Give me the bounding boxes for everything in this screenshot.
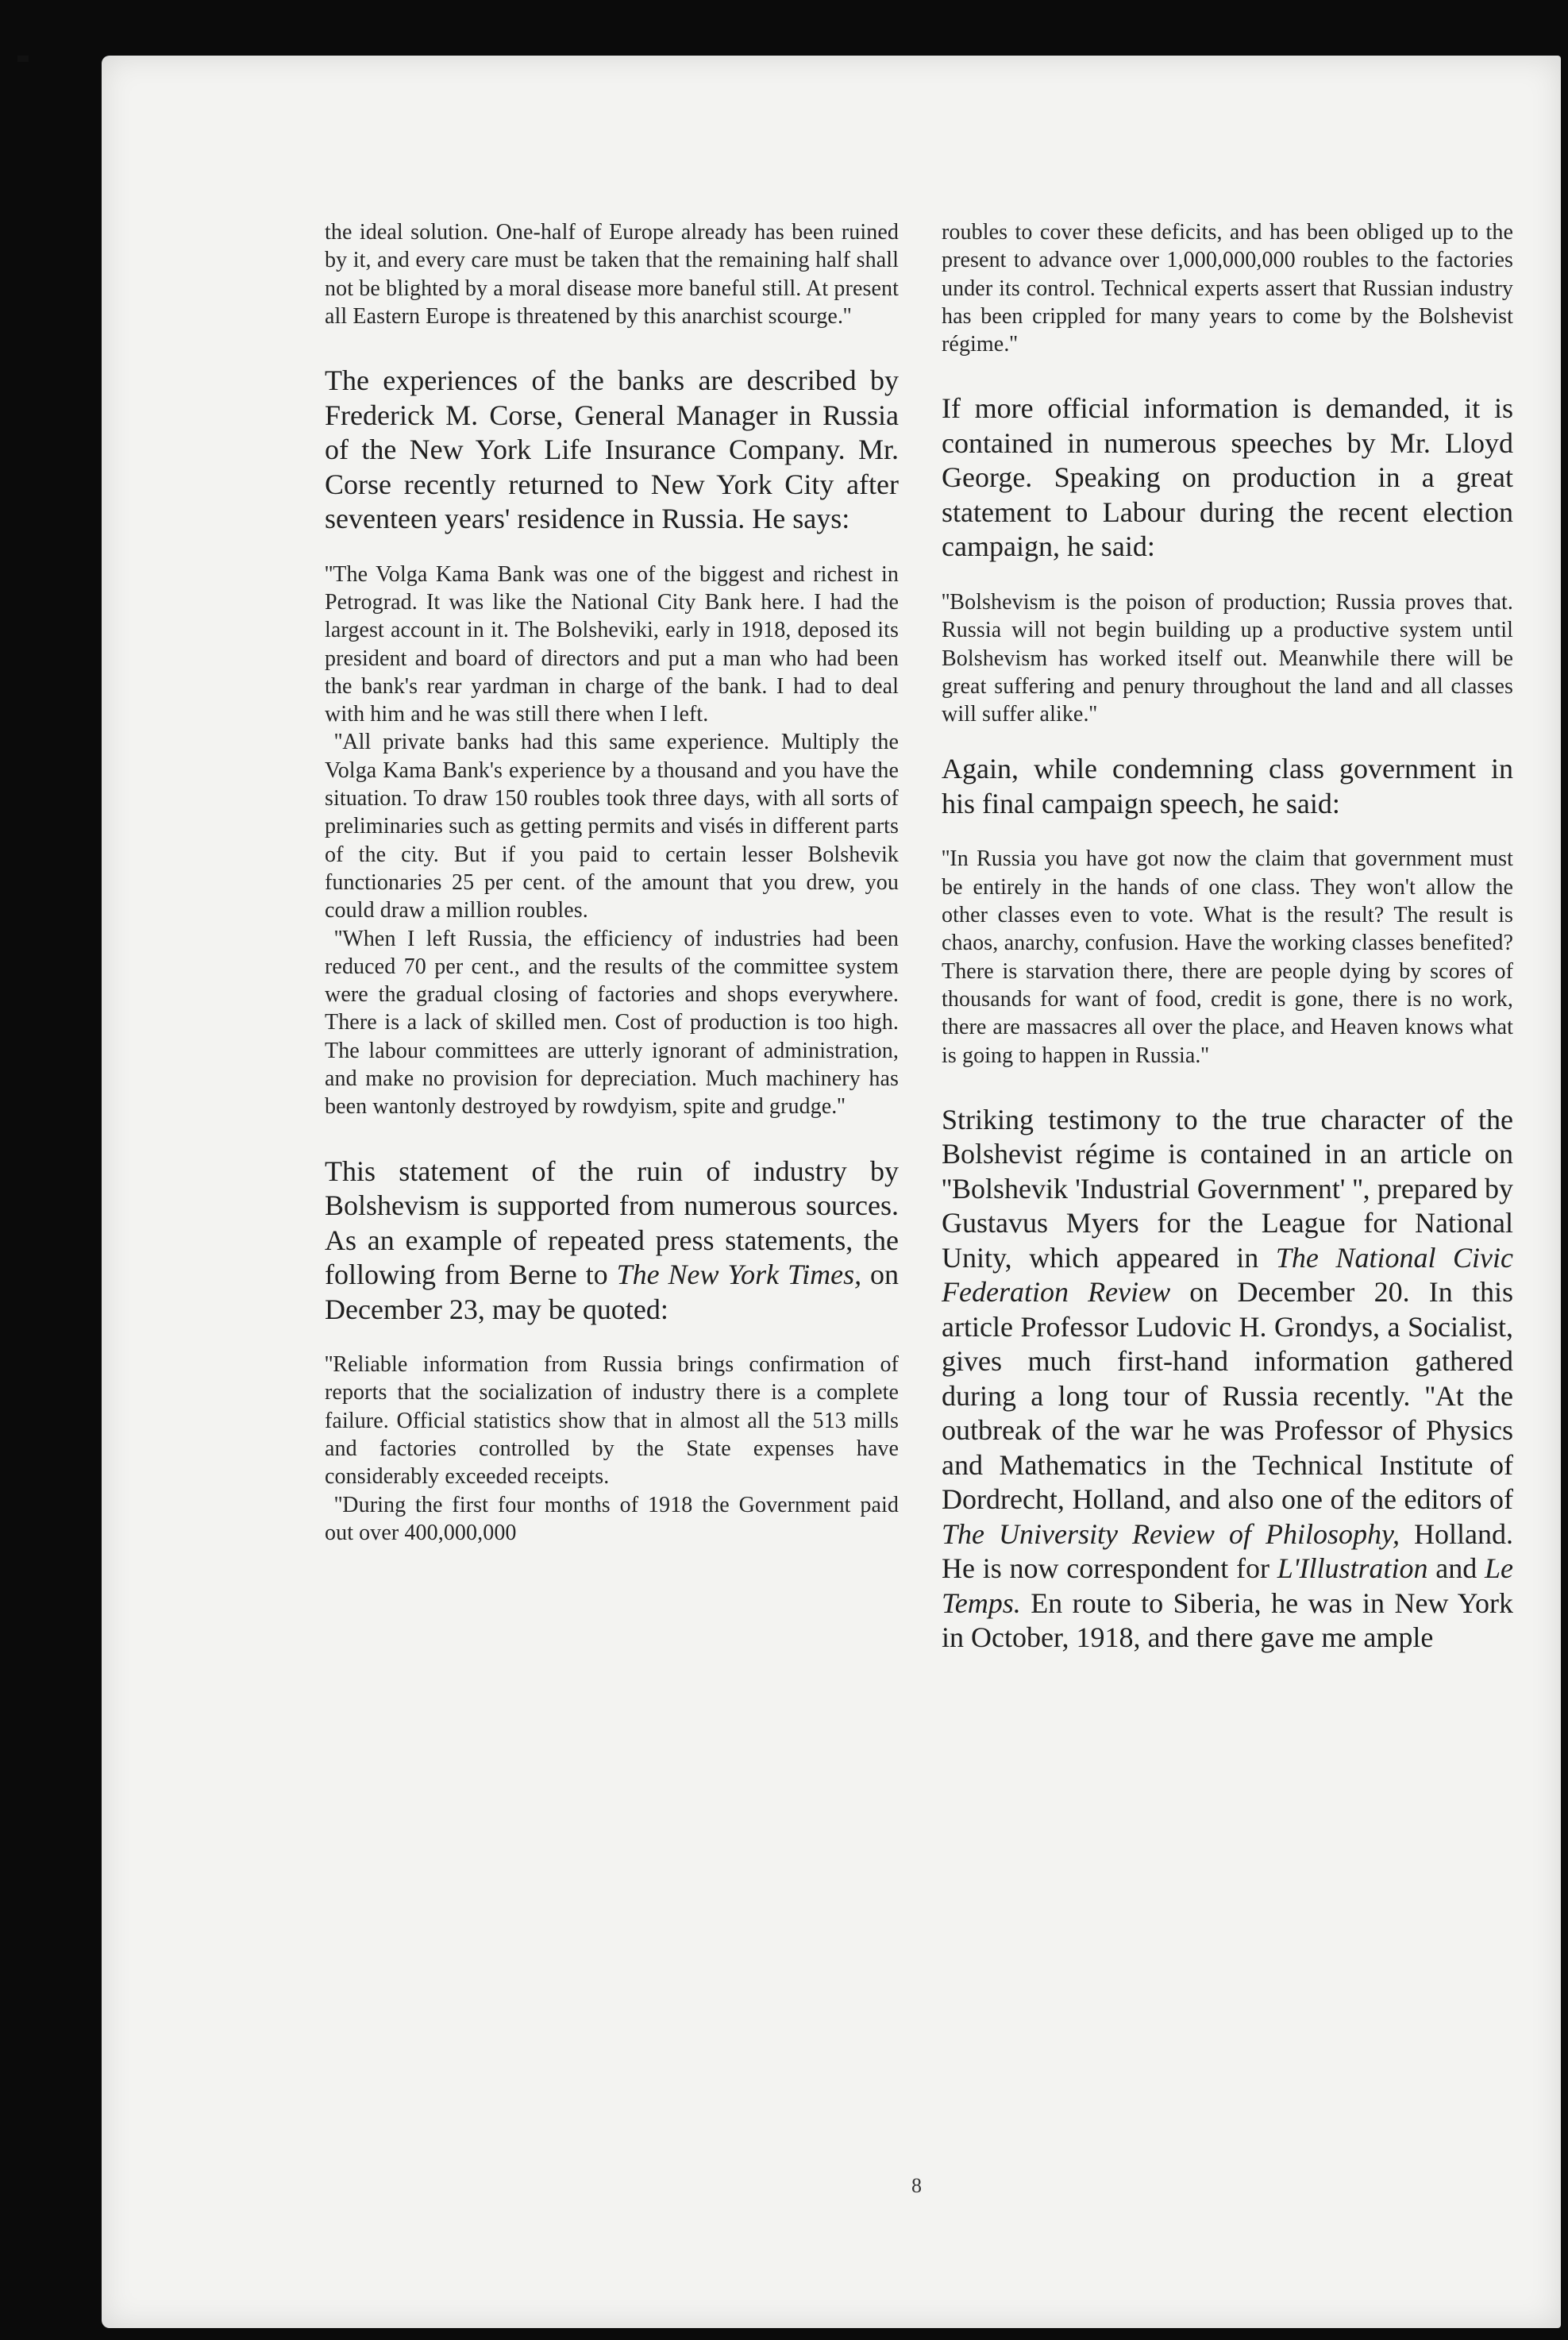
testimony-text-c: Holland. He is now correspondent for	[942, 1517, 1513, 1585]
quote-poison-of-production: ''Bolshevism is the poison of production; Russia proves that. Russia will not begin building up a productive system until Bolshevism has worked itself out. Meanwhile there will be great suffering and penury throughout the land and all classes will suffer alike.''	[942, 589, 1513, 727]
quote-europe-scourge: the ideal solution. One-half of Europe already has been ruined by it, and every care must be taken that the remaining half shall not be blighted by a moral disease more baneful still. At present all Eastern Europe is threatened by this anarchist scourge.''	[325, 220, 899, 329]
page-number: 8	[911, 2174, 922, 2197]
quote-roubles-deficits: roubles to cover these deficits, and has been obliged up to the present to advance over 1,000,000,000 roubles to the factories under its control. Technical experts assert that Russian industry has been crippled for many years to come by the Bolshevist régime.''	[942, 220, 1513, 357]
quote-government-paid: ''During the first four months of 1918 the Government paid out over 400,000,000	[325, 1492, 899, 1545]
scan-edge-mark	[17, 56, 29, 62]
quote-corse	[325, 561, 899, 1121]
paragraph-lloyd-george: If more official information is demanded, it is contained in numerous speeches by Mr. Lloyd George. Speaking on production in a great statement to Labour during the recent election campaign, he said:	[942, 392, 1513, 563]
paragraph-class-government: Again, while condemning class government in his final campaign speech, he said:	[942, 753, 1513, 819]
right-column	[942, 218, 1513, 1656]
quote-in-russia: ''In Russia you have got now the claim that government must be entirely in the hands of one class. They won't allow the other classes even to vote. What is the result? The result is chaos, anarchy, confusion. Have the working classes benefited? There is starvation there, there are people dying by scores of thousands for want of food, credit is gone, there is no work, there are massacres all over the place, and Heaven knows what is going to happen in Russia.''	[942, 846, 1513, 1068]
quote-industry-efficiency: ''When I left Russia, the efficiency of industries had been reduced 70 per cent., and the results of the committee system were the gradual closing of factories and shops everywhere. There is a lack of skilled men. Cost of production is too high. The labour committees are utterly ignorant of administration, and make no provision for depreciation. Much machinery has been wantonly destroyed by rowdyism, spite and grudge.''	[325, 926, 899, 1120]
left-column	[325, 218, 899, 1547]
quote-private-banks: ''All private banks had this same experience. Multiply the Volga Kama Bank's experience by a thousand and you have the situation. To draw 150 roubles took three days, with all sorts of preliminaries such as getting permits and visés in different parts of the city. But if you paid to certain lesser Bolshevik functionaries 25 per cent. of the amount that you drew, you could draw a million roubles.	[325, 730, 899, 923]
testimony-text-e: En route to Siberia, he was in New York in October, 1918, and there gave me ample	[942, 1586, 1513, 1654]
paragraph-ruin-of-industry	[325, 1155, 899, 1328]
paragraph-ruin-text-b: on December 23, may be quoted:	[325, 1259, 899, 1325]
quote-berne	[325, 1351, 899, 1547]
testimony-text-b: on December 20. In this article Professor Ludovic H. Grondys, a Socialist, gives much first-hand information gathered during a long tour of Russia recently. ''At the outbreak of the war he was Professor of Physics and Mathematics in the Technical Institute of Dordrecht, Holland, and also one of the editors of	[942, 1276, 1514, 1516]
quote-socialization-failure: ''Reliable information from Russia brings confirmation of reports that the socialization of industry there is a complete failure. Official statistics show that in almost all the 513 mills and factories controlled by the State expenses have considerably exceeded receipts.	[325, 1352, 899, 1490]
newspaper-title: The New York Times,	[616, 1259, 862, 1291]
quote-volga-kama-bank: ''The Volga Kama Bank was one of the biggest and richest in Petrograd. It was like the National City Bank here. I had the largest account in it. The Bolsheviki, early in 1918, deposed its president and board of directors and put a man who had been the bank's rear yardman in charge of the bank. I had to deal with him and he was still there when I left.	[325, 561, 899, 727]
publication-title-illustration: L'Illustration	[1277, 1552, 1428, 1585]
paragraph-ruin-text-a: This statement of the ruin of industry by Bolshevism is supported from numerous sources. As an example of repeated press statements, the following from Berne to	[325, 1155, 899, 1291]
paragraph-corse-intro: The experiences of the banks are described by Frederick M. Corse, General Manager in Russia of the New York Life Insurance Company. Mr. Corse recently returned to New York City after seventeen years' residence in Russia. He says:	[325, 364, 899, 535]
publication-title-philosophy: The University Review of Philosophy,	[942, 1517, 1400, 1550]
testimony-text-a: Striking testimony to the true character of the Bolshevist régime is contained in an article on ''Bolshevik 'Industrial Government' '', prepared by Gustavus Myers for the League for National Unity, which appeared in	[942, 1103, 1513, 1274]
publication-title-temps: Le Temps.	[942, 1552, 1513, 1619]
document-page	[102, 56, 1561, 2328]
paragraph-striking-testimony	[942, 1103, 1513, 1656]
publication-title-review: The National Civic Federation Review	[942, 1241, 1514, 1309]
testimony-text-d: and	[1427, 1552, 1485, 1585]
